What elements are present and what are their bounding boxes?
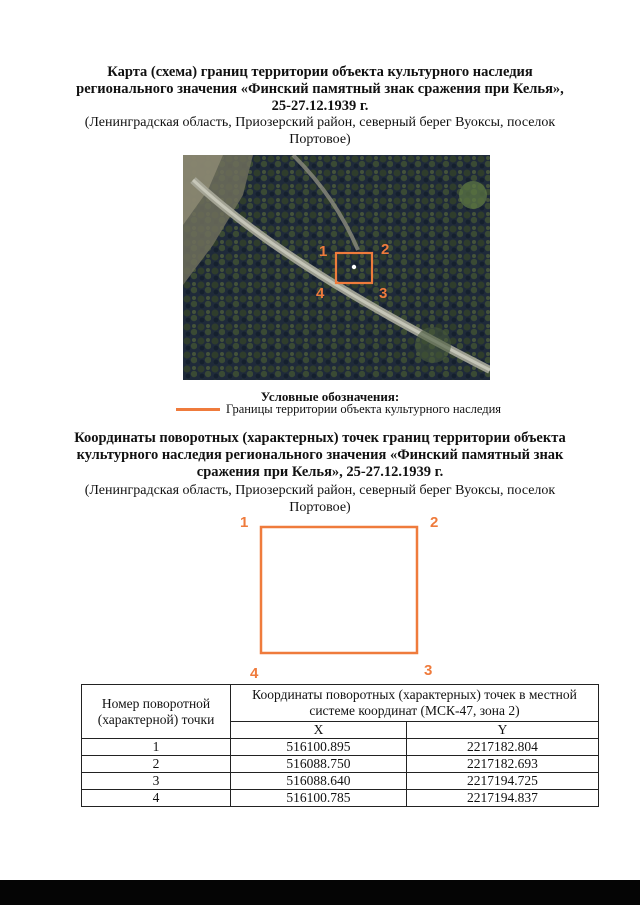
scheme-corner-label-4: 4 [250,665,259,682]
point-number: 1 [82,739,231,756]
legend-title: Условные обозначения: [260,389,400,404]
point-number: 3 [82,773,231,790]
coordinates-group-header: Координаты поворотных (характерных) точек в местной системе координат (МСК-47, зона 2) [231,685,599,722]
map-subtitle-line: Портовое) [289,132,351,147]
y-value: 2217182.804 [406,739,598,756]
y-value: 2217194.725 [406,773,598,790]
y-header: Y [406,722,598,739]
map-subtitle-line: (Ленинградская область, Приозерский район, северный берег Вуоксы, поселок [84,115,556,130]
coords-title [60,430,580,481]
point-number: 2 [82,756,231,773]
scheme-corner-label-3: 3 [424,662,433,679]
aerial-map [183,155,490,380]
map-corner-label-3: 3 [379,285,388,302]
map-title-line: Карта (схема) границ территории объекта культурного наследия [107,64,533,80]
aerial-map-image [183,155,490,380]
map-subtitle [60,114,580,148]
map-title-line: 25-27.12.1939 г. [271,98,369,114]
coordinates-table [81,684,599,807]
map-corner-label-2: 2 [381,241,390,258]
coords-subtitle-line: Портовое) [289,500,351,515]
y-value: 2217194.837 [406,790,598,807]
map-title [60,64,580,115]
coords-subtitle-line: (Ленинградская область, Приозерский район, северный берег Вуоксы, поселок [84,483,556,498]
x-value: 516088.750 [231,756,407,773]
table-row [82,790,599,807]
map-title-line: регионального значения «Финский памятный знак сражения при Келья», [76,81,564,97]
legend-boundary-label: Границы территории объекта культурного наследия [226,401,502,416]
point-number-header: Номер поворотной (характерной) точки [82,685,231,739]
legend-item-boundary [176,401,501,417]
map-corner-label-1: 1 [319,243,328,260]
boundary-scheme-shape [230,510,450,685]
coords-title-line: культурного наследия регионального значения «Финский памятный знак [76,447,564,463]
table-row [82,756,599,773]
x-value: 516088.640 [231,773,407,790]
boundary-scheme [230,510,450,685]
x-value: 516100.895 [231,739,407,756]
coords-title-line: сражения при Келья», 25-27.12.1939 г. [196,464,444,480]
table-row [82,739,599,756]
x-value: 516100.785 [231,790,407,807]
scan-bottom-edge [0,880,640,905]
scheme-corner-label-2: 2 [430,514,439,531]
scheme-corner-label-1: 1 [240,514,249,531]
map-corner-label-4: 4 [316,285,325,302]
table-row [82,773,599,790]
point-number: 4 [82,790,231,807]
legend-boundary-swatch [176,408,220,411]
coords-title-line: Координаты поворотных (характерных) точек границ территории объекта [74,430,566,446]
y-value: 2217182.693 [406,756,598,773]
x-header: X [231,722,407,739]
